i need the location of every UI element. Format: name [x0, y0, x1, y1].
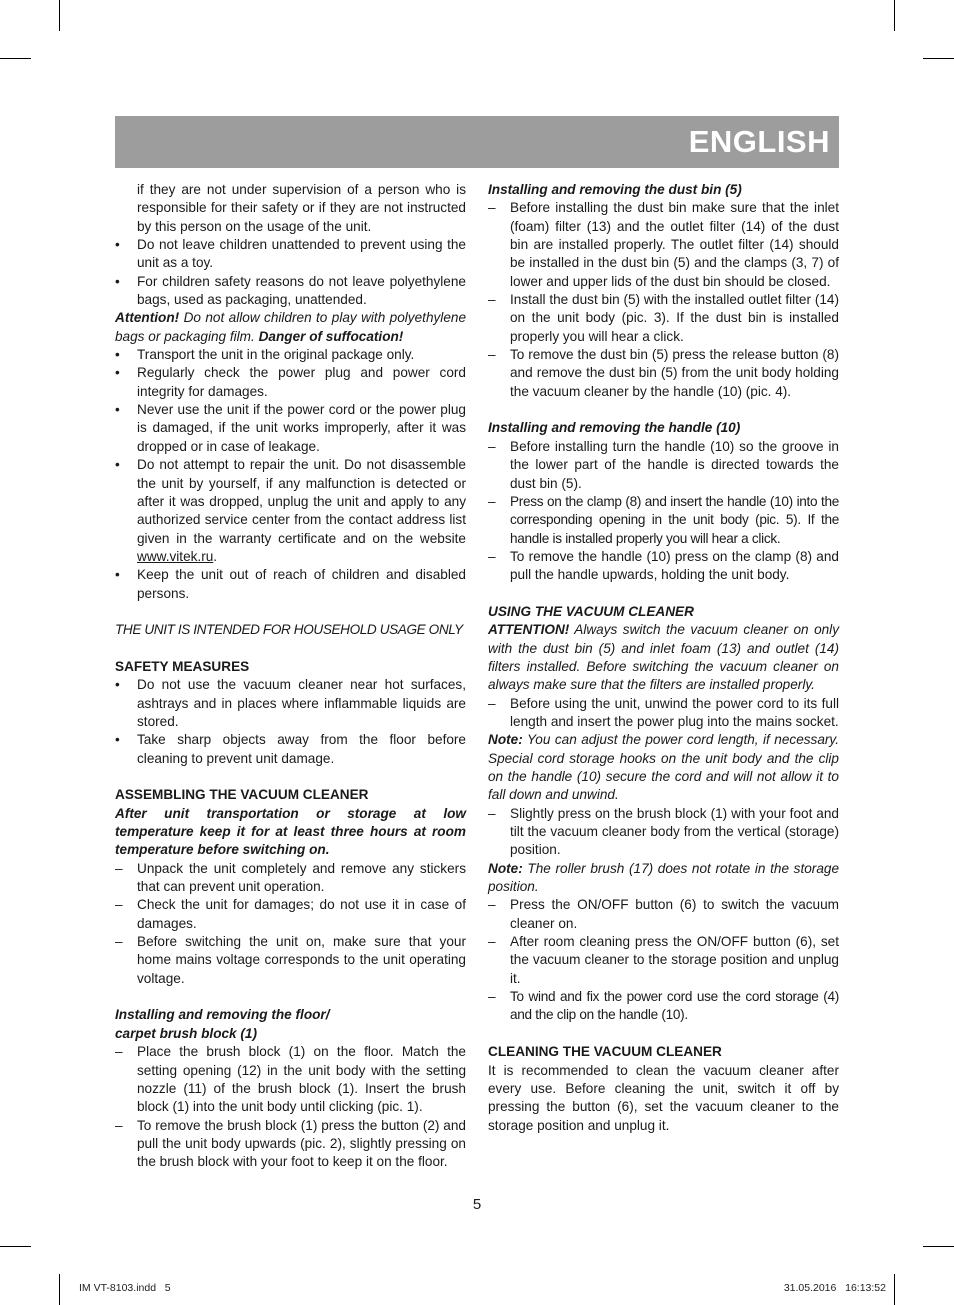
- section-heading: CLEANING THE VACUUM CLEANER: [488, 1044, 722, 1060]
- crop-mark: [894, 0, 895, 31]
- section-heading: USING THE VACUUM CLEANER: [488, 603, 694, 619]
- subsection-heading: Installing and removing the handle (10): [488, 420, 741, 436]
- list-item: – Before installing turn the handle (10) so the groove in the lower part of the handle is directed towards the dust bin (5).: [488, 438, 839, 491]
- bullet-marker: •: [115, 732, 120, 748]
- crop-mark: [59, 0, 60, 31]
- list-item: • Regularly check the power plug and power cord integrity for damages.: [115, 365, 466, 399]
- list-item: – To remove the dust bin (5) press the release button (8) and remove the dust bin (5) from the unit body holding the vacuum cleaner by the handle (10) (pic. 4).: [488, 347, 839, 399]
- list-item: • Transport the unit in the original package only.: [115, 346, 466, 364]
- list-item: – Check the unit for damages; do not use it in case of damages.: [115, 897, 466, 931]
- left-column: [115, 181, 466, 1172]
- dash-marker: –: [488, 805, 496, 821]
- language-title: ENGLISH: [688, 124, 830, 159]
- bullet-marker: •: [115, 237, 120, 253]
- dash-marker: –: [115, 1044, 123, 1060]
- crop-mark: [923, 1246, 954, 1247]
- dash-marker: –: [488, 989, 496, 1005]
- note: Note: The roller brush (17) does not rotate in the storage position.: [488, 860, 840, 895]
- crop-mark: [923, 58, 954, 59]
- dash-marker: –: [488, 347, 496, 363]
- paragraph: It is recommended to clean the vacuum cleaner after every use. Before cleaning the unit, switch it off by pressing the button (6), set the vacuum cleaner to the storage position and unplug it.: [488, 1062, 839, 1133]
- list-item: • Never use the unit if the power cord or the power plug is damaged, if the unit works improperly, after it was dropped or in case of leakage.: [115, 402, 466, 454]
- list-item: • For children safety reasons do not leave polyethylene bags, used as packaging, unattended.: [115, 273, 466, 308]
- dash-marker: –: [115, 934, 123, 950]
- list-item: • Do not use the vacuum cleaner near hot surfaces, ashtrays and in places where inflammable liquids are stored.: [115, 677, 466, 729]
- list-item: – To remove the handle (10) press on the clamp (8) and pull the handle upwards, holding the unit body.: [488, 548, 839, 583]
- page-number: 5: [472, 1196, 482, 1213]
- list-item: – Before switching the unit on, make sure that your home mains voltage corresponds to the unit operating voltage.: [115, 934, 466, 986]
- dash-marker: –: [488, 934, 496, 950]
- bullet-marker: •: [115, 567, 120, 583]
- dash-marker: –: [488, 292, 496, 308]
- list-item: – Before using the unit, unwind the power cord to its full length and insert the power plug into the mains socket.: [488, 695, 839, 729]
- dash-marker: –: [115, 1117, 123, 1133]
- list-item: – Press the ON/OFF button (6) to switch the vacuum cleaner on.: [488, 897, 839, 931]
- footer-file: IM VT-8103.indd 5: [79, 1282, 171, 1294]
- list-item: – Unpack the unit completely and remove any stickers that can prevent unit operation.: [115, 860, 466, 895]
- list-item: – Before installing the dust bin make sure that the inlet (foam) filter (13) and the outlet filter (14) of the dust bin are installed properly. The outlet filter (14) should be installed in the dust bin (5) and the clamps (3, 7) of lower and upper lids of the dust bin should be closed.: [488, 200, 839, 289]
- bullet-marker: •: [115, 365, 120, 381]
- list-item: – Install the dust bin (5) with the installed outlet filter (14) on the unit body (pic. 3). If the dust bin is installed properly you will hear a click.: [488, 292, 839, 344]
- bullet-marker: •: [115, 402, 120, 418]
- dash-marker: –: [115, 860, 123, 876]
- warning-text: After unit transportation or storage at low temperature keep it for at least three hours at room temperature before switching on.: [115, 805, 466, 858]
- list-item: – To remove the brush block (1) press the button (2) and pull the unit body upwards (pic. 2), slightly pressing on the brush block with your foot to keep it on the floor.: [115, 1117, 466, 1170]
- section-heading: ASSEMBLING THE VACUUM CLEANER: [115, 787, 369, 803]
- bullet-marker: •: [115, 347, 120, 363]
- attention-note: ATTENTION! Always switch the vacuum cleaner on only with the dust bin (5) and inlet foam (13) and outlet (14) filters installed. Before switching the vacuum cleaner on always make sure that the filters are installed properly.: [488, 622, 840, 693]
- bullet-marker: •: [115, 273, 120, 289]
- attention-note: Attention! Do not allow children to play with polyethylene bags or packaging film. Danger of suffocation!: [115, 310, 467, 344]
- website-link[interactable]: www.vitek.ru: [137, 548, 214, 564]
- subsection-heading: Installing and removing the dust bin (5): [488, 182, 742, 197]
- dash-marker: –: [488, 897, 496, 913]
- crop-mark: [0, 58, 31, 59]
- list-item: – After room cleaning press the ON/OFF button (6), set the vacuum cleaner to the storage position and unplug it.: [488, 934, 839, 986]
- dash-marker: –: [488, 548, 496, 564]
- bullet-marker: •: [115, 677, 120, 693]
- footer-datetime: 31.05.2016 16:13:52: [783, 1282, 886, 1294]
- crop-mark: [894, 1274, 895, 1305]
- crop-mark: [0, 1246, 31, 1247]
- dash-marker: –: [115, 897, 123, 913]
- list-item: – Slightly press on the brush block (1) with your foot and tilt the vacuum cleaner body from the vertical (storage) position.: [488, 805, 839, 858]
- list-item: • Keep the unit out of reach of children and disabled persons.: [115, 567, 466, 601]
- list-item: • Do not attempt to repair the unit. Do not disassemble the unit by yourself, if any malfunction is detected or after it was dropped, unplug the unit and apply to any authorized service center from the contact address list given in the warranty certificate and on the website www.vitek.ru.: [115, 457, 466, 564]
- list-item: – Place the brush block (1) on the floor. Match the setting opening (12) in the unit body with the setting nozzle (11) of the brush block (1). Insert the brush block (1) into the unit body until clicking (pic. 1).: [115, 1044, 466, 1115]
- subsection-heading: carpet brush block (1): [115, 1025, 258, 1041]
- note: Note: You can adjust the power cord length, if necessary. Special cord storage hooks on the unit body and the clip on the handle (10) secure the cord and will not allow it to fall down and unwind.: [488, 732, 839, 803]
- dash-marker: –: [488, 493, 496, 509]
- language-header-bar: [115, 116, 839, 168]
- paragraph: if they are not under supervision of a person who is responsible for their safety or if they are not instructed by this person on the usage of the unit.: [137, 182, 466, 234]
- subsection-heading: Installing and removing the floor/: [115, 1007, 330, 1023]
- dash-marker: –: [488, 695, 496, 711]
- household-notice: THE UNIT IS INTENDED FOR HOUSEHOLD USAGE ONLY: [115, 622, 463, 638]
- crop-mark: [59, 1274, 60, 1305]
- list-item: – Press on the clamp (8) and insert the handle (10) into the corresponding opening in the unit body (pic. 5). If the handle is installed properly you will hear a click.: [488, 493, 839, 546]
- list-item: • Do not leave children unattended to prevent using the unit as a toy.: [115, 237, 466, 271]
- dash-marker: –: [488, 200, 496, 216]
- list-item: • Take sharp objects away from the floor before cleaning to prevent unit damage.: [115, 732, 466, 766]
- list-item: – To wind and fix the power cord use the cord storage (4) and the clip on the handle (10).: [488, 989, 839, 1023]
- dash-marker: –: [488, 438, 496, 454]
- section-heading: SAFETY MEASURES: [115, 658, 250, 674]
- bullet-marker: •: [115, 457, 120, 473]
- right-column: [488, 181, 839, 1135]
